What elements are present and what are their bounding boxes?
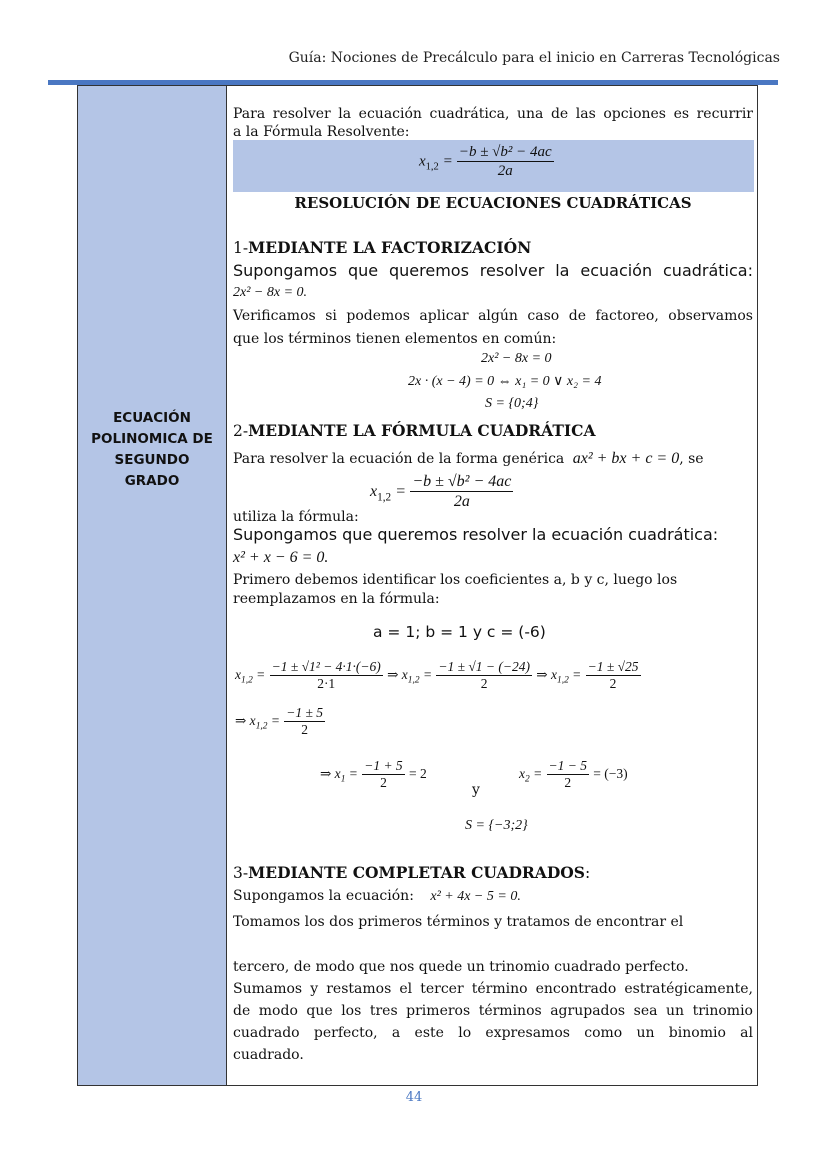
sec2-root-1 [320, 758, 427, 791]
section-3-number: 3- [233, 864, 249, 882]
section-1-heading [233, 238, 531, 257]
section-title: RESOLUCIÓN DE ECUACIONES CUADRÁTICAS [294, 194, 692, 212]
sec2-para-3b: x² + x − 6 = 0. [233, 549, 329, 566]
sec2-formula-sub: 1,2 [377, 491, 392, 504]
sec2-formula-lhs: x [370, 483, 378, 501]
section-3-title: MEDIANTE COMPLETAR CUADRADOS [248, 863, 585, 882]
sec2-coefs: a = 1; b = 1 y c = (-6) [373, 623, 546, 641]
section-2-number: 2- [233, 422, 249, 440]
topic-label [78, 408, 226, 492]
formula-denominator: 2a [497, 163, 513, 179]
step-lhs: $x_{1,2}$ = [235, 667, 266, 686]
section-1-title: MEDIANTE LA FACTORIZACIÓN [248, 238, 532, 257]
root-1-result: = 2 [408, 766, 427, 782]
step-3-fraction [586, 659, 641, 692]
sec2-para-1-end: , se [679, 451, 704, 467]
page-header: Guía: Nociones de Precálculo para el inicio en Carreras Tecnológicas [288, 50, 780, 66]
sec3-para-1 [233, 888, 521, 905]
root-2-fraction [547, 758, 589, 791]
section-2-title: MEDIANTE LA FÓRMULA CUADRÁTICA [248, 421, 596, 440]
step-arrow: ⇒ $x_{1,2}$ = [235, 713, 280, 732]
sec3-eq: x² + 4x − 5 = 0. [430, 889, 521, 904]
formula-fraction [457, 143, 554, 180]
sec2-para-4b: reemplazamos en la fórmula: [233, 591, 440, 607]
sec2-para-2: utiliza la fórmula: [233, 509, 359, 525]
root-1-lhs: ⇒ $x_1$ = [320, 766, 358, 785]
step-2-numerator: −1 ± √1 − (−24) [436, 659, 532, 676]
step-1-numerator: −1 ± √1² − 4·1·(−6) [270, 659, 383, 676]
step-1-fraction [270, 659, 383, 692]
step-arrow: ⇒ $x_{1,2}$ = [387, 667, 433, 686]
step-3-denominator: 2 [609, 676, 617, 692]
section-2-heading [233, 421, 595, 440]
step-4-denominator: 2 [301, 722, 309, 738]
step-3-numerator: −1 ± √25 [586, 659, 641, 676]
topic-label-line: SEGUNDO [114, 452, 190, 468]
main-formula [419, 143, 554, 180]
sec1-para-1b: 2x² − 8x = 0. [233, 285, 308, 300]
root-2-lhs: $x_2$ = [519, 766, 543, 785]
step-2-denominator: 2 [480, 676, 488, 692]
formula-numerator: −b ± √b² − 4ac [458, 144, 552, 160]
sec1-para-1a: Supongamos que queremos resolver la ecuación cuadrática: [233, 261, 753, 280]
step-1-denominator: 2·1 [317, 676, 336, 692]
topic-label-line: POLINOMICA DE [91, 431, 213, 447]
sec3-para-3: tercero, de modo que nos quede un trinomio cuadrado perfecto. [233, 959, 689, 975]
sec1-eq-2: 2x · (x − 4) = 0 ⇔ x₁ = 0 ∨ x₂ = 4 [408, 374, 602, 389]
formula-lhs: x [419, 153, 426, 170]
sec3-para-4b: de modo que los tres primeros términos agrupados sea un trinomio [233, 1003, 753, 1019]
topic-label-line: GRADO [124, 473, 180, 489]
formula-lhs-sub: 1,2 [425, 161, 439, 173]
intro-line-2: a la Fórmula Resolvente: [233, 124, 410, 140]
sec2-steps-row [235, 659, 641, 692]
section-3-heading [233, 863, 590, 882]
sec1-eq-1: 2x² − 8x = 0 [481, 351, 552, 366]
root-1-fraction [362, 758, 404, 791]
sec3-para-4a: Sumamos y restamos el tercer término encontrado estratégicamente, [233, 981, 753, 997]
sec3-para-2: Tomamos los dos primeros términos y tratamos de encontrar el [233, 914, 684, 930]
content-table [77, 85, 758, 1086]
page-number: 44 [405, 1090, 423, 1105]
root-1-numerator: −1 + 5 [362, 758, 404, 775]
step-4-numerator: −1 ± 5 [284, 705, 325, 722]
topic-label-line: ECUACIÓN [113, 410, 191, 426]
root-1-denominator: 2 [380, 775, 387, 791]
sec2-para-1-text: Para resolver la ecuación de la forma genérica [233, 451, 565, 467]
sec1-eq-3: S = {0;4} [485, 396, 539, 411]
sec2-formula-denominator: 2a [453, 493, 470, 511]
sec1-para-2a: Verificamos si podemos aplicar algún caso de factoreo, observamos [233, 308, 753, 324]
sec1-para-2b: que los términos tienen elementos en común: [233, 331, 557, 347]
sec3-para-4c: cuadrado perfecto, a este lo expresamos como un binomio al [233, 1025, 753, 1041]
sec2-para-1 [233, 450, 704, 468]
root-2-result: = (−3) [593, 766, 628, 782]
sec2-step-4 [235, 705, 325, 738]
sec2-para-3a: Supongamos que queremos resolver la ecuación cuadrática: [233, 525, 719, 544]
step-arrow: ⇒ $x_{1,2}$ = [536, 667, 582, 686]
sec2-and: y [472, 782, 480, 798]
sec2-root-2 [519, 758, 628, 791]
formula-eq: = [443, 153, 453, 170]
step-4-fraction [284, 705, 325, 738]
sec2-para-4a: Primero debemos identificar los coeficientes a, b y c, luego los [233, 572, 678, 588]
sec2-formula-numerator: −b ± √b² − 4ac [410, 472, 513, 492]
section-1-number: 1- [233, 239, 249, 257]
sec2-solution: S = {−3;2} [465, 818, 528, 833]
intro-line-1: Para resolver la ecuación cuadrática, una de las opciones es recurrir [233, 106, 753, 122]
root-2-numerator: −1 − 5 [547, 758, 589, 775]
sec3-para-4d: cuadrado. [233, 1047, 304, 1063]
sec3-para-1-text: Supongamos la ecuación: [233, 888, 414, 904]
sec2-formula [370, 472, 513, 511]
sec2-formula-fraction [410, 472, 513, 511]
root-2-denominator: 2 [564, 775, 572, 791]
sec2-formula-eq: = [396, 483, 406, 501]
step-2-fraction [436, 659, 532, 692]
topic-label-cell [78, 86, 227, 1085]
section-3-colon: : [584, 864, 591, 882]
sec2-generic-eq: ax² + bx + c = 0 [572, 450, 680, 467]
